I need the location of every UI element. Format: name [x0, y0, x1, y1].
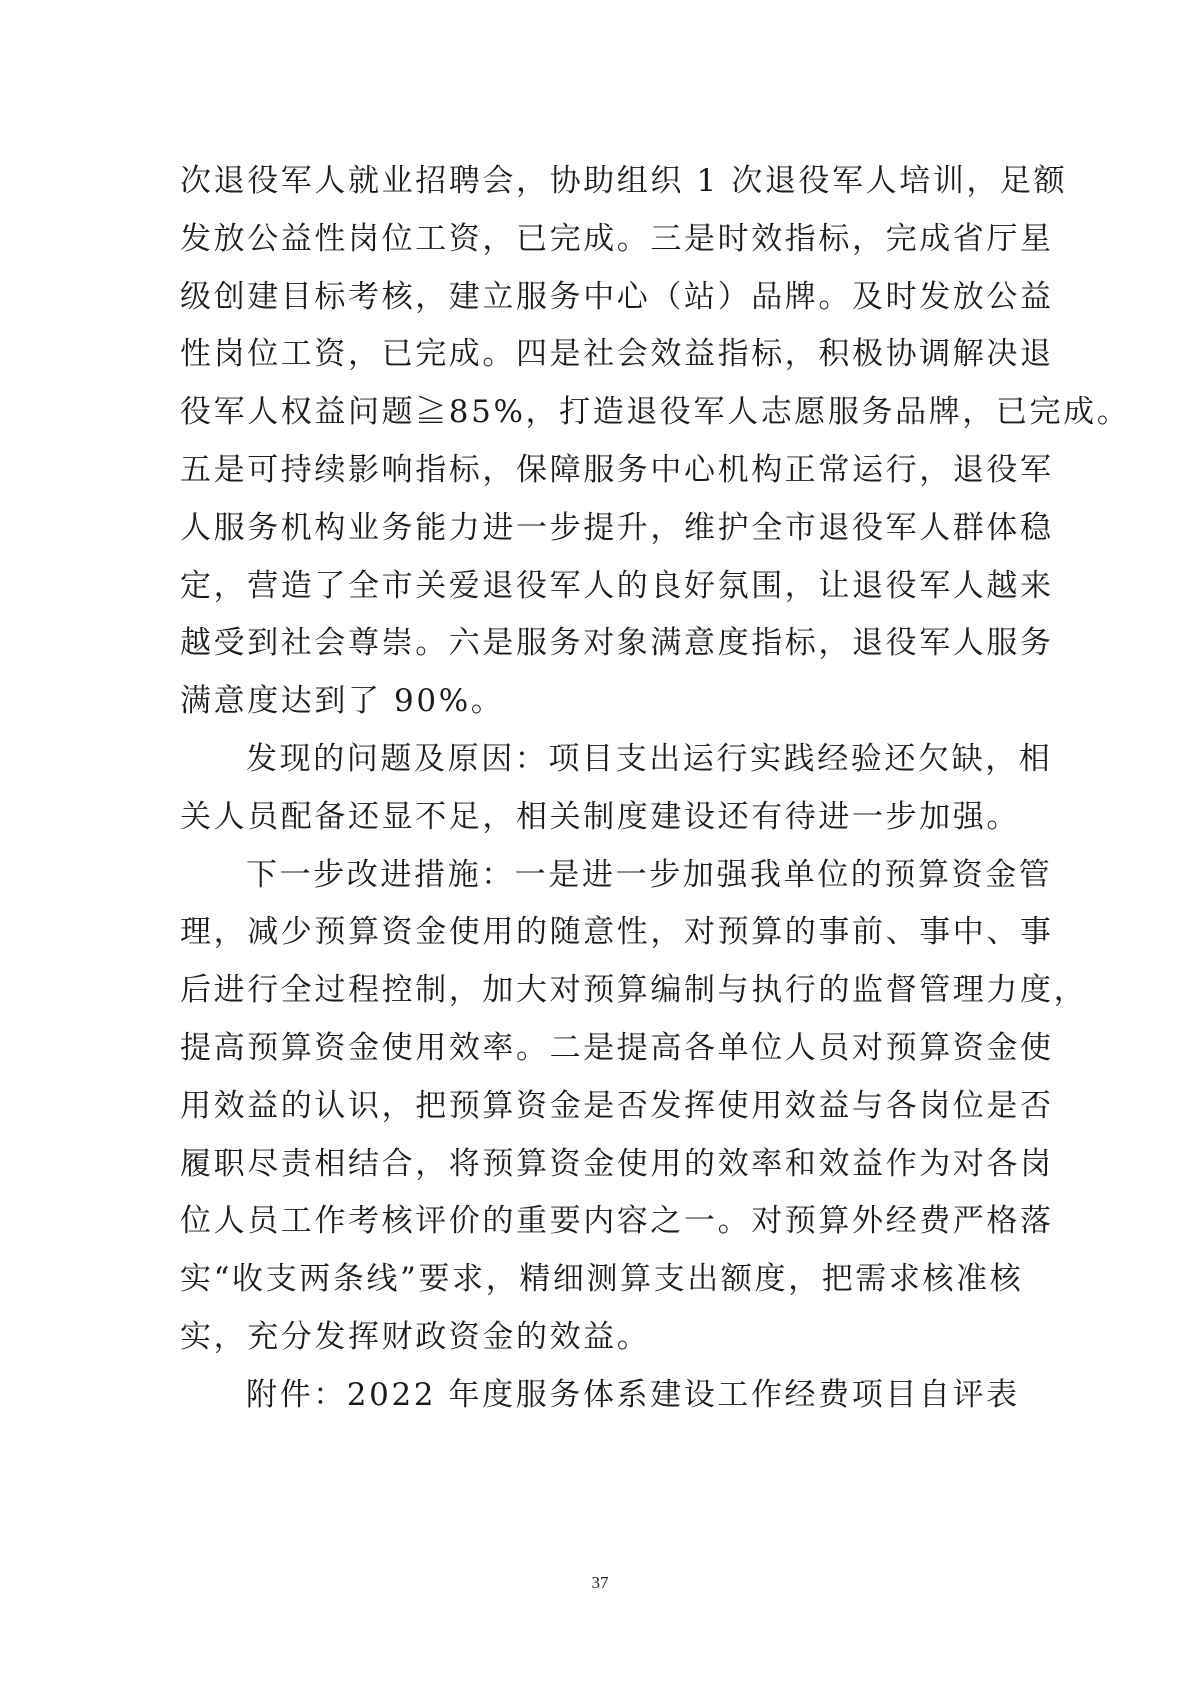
text-line: 提高预算资金使用效率。二是提高各单位人员对预算资金使 — [180, 1029, 1054, 1066]
paragraph-problems-first-line: 发现的问题及原因：项目支出运行实践经验还欠缺，相 — [246, 740, 1053, 777]
text-line: 性岗位工资，已完成。四是社会效益指标，积极协调解决退 — [180, 336, 1054, 373]
paragraph-improvements-first-line: 下一步改进措施：一是进一步加强我单位的预算资金管 — [246, 856, 1053, 893]
text-line: 人服务机构业务能力进一步提升，维护全市退役军人群体稳 — [180, 509, 1054, 546]
document-body — [180, 153, 1131, 1425]
text-line: 后进行全过程控制，加大对预算编制与执行的监督管理力度， — [180, 972, 1088, 1009]
text-line: 履职尽责相结合，将预算资金使用的效率和效益作为对各岗 — [180, 1145, 1054, 1182]
text-line: 次退役军人就业招聘会，协助组织 1 次退役军人培训，足额 — [180, 163, 1068, 199]
text-line: 理，减少预算资金使用的随意性，对预算的事前、事中、事 — [180, 914, 1054, 951]
attachment-line: 附件：2022 年度服务体系建设工作经费项目自评表 — [246, 1376, 1020, 1413]
text-line: 用效益的认识，把预算资金是否发挥使用效益与各岗位是否 — [180, 1087, 1054, 1124]
text-line: 关人员配备还显不足，相关制度建设还有待进一步加强。 — [180, 798, 1020, 835]
page-number: 37 — [591, 1573, 609, 1592]
text-line: 越受到社会尊崇。六是服务对象满意度指标，退役军人服务 — [180, 625, 1054, 662]
text-line: 役军人权益问题≧85%，打造退役军人志愿服务品牌，已完成。 — [180, 394, 1131, 431]
text-line: 满意度达到了 90%。 — [180, 683, 505, 720]
text-line: 位人员工作考核评价的重要内容之一。对预算外经费严格落 — [180, 1203, 1054, 1240]
text-line: 级创建目标考核，建立服务中心（站）品牌。及时发放公益 — [180, 278, 1054, 315]
text-line: 五是可持续影响指标，保障服务中心机构正常运行，退役军 — [180, 451, 1054, 488]
text-line: 定，营造了全市关爱退役军人的良好氛围，让退役军人越来 — [180, 567, 1054, 604]
text-line: 发放公益性岗位工资，已完成。三是时效指标，完成省厅星 — [180, 220, 1054, 257]
text-line: 实“收支两条线”要求，精细测算支出额度，把需求核准核 — [180, 1261, 1024, 1298]
text-line: 实，充分发挥财政资金的效益。 — [180, 1318, 651, 1355]
